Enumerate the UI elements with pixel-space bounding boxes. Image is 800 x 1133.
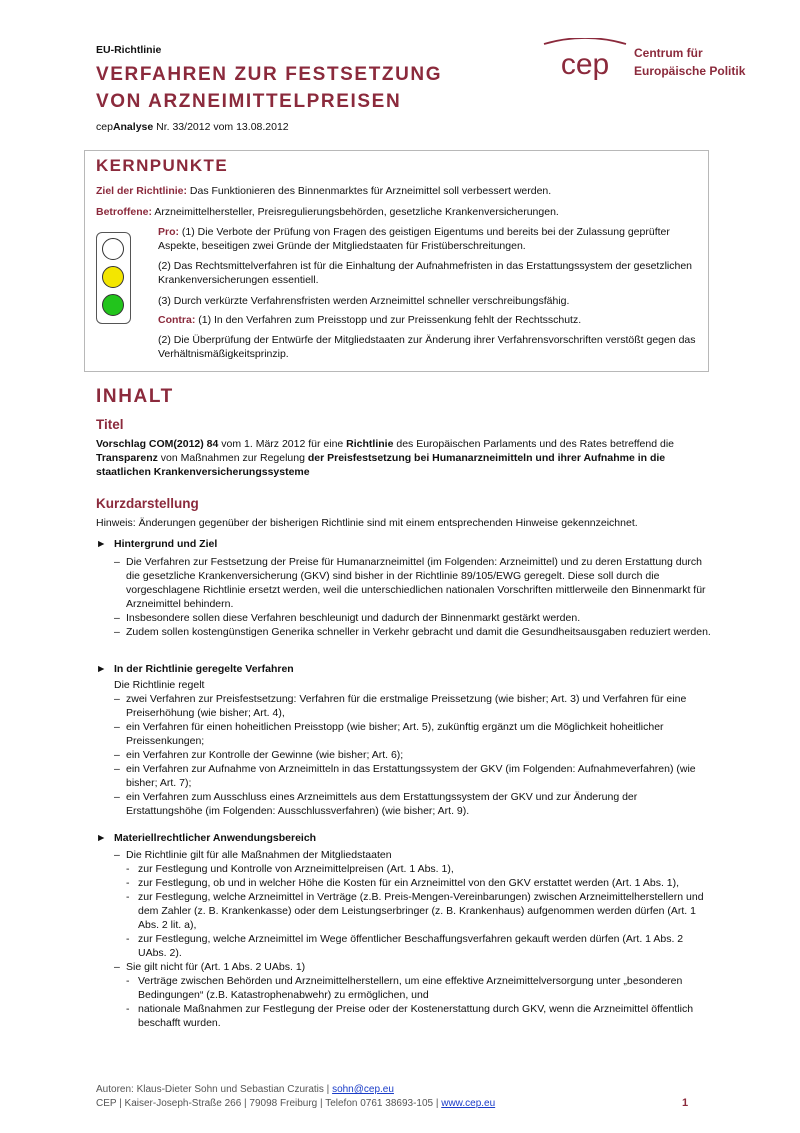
kurzdarstellung-heading: Kurzdarstellung <box>96 496 199 511</box>
section-verfahren-list <box>114 692 711 818</box>
analysis-reference: cepAnalyse Nr. 33/2012 vom 13.08.2012 <box>96 121 289 133</box>
email-link[interactable]: sohn@cep.eu <box>332 1084 394 1095</box>
logo-text: cep <box>560 48 610 81</box>
traffic-light-icon <box>96 232 131 324</box>
list-item: – ein Verfahren zum Ausschluss eines Arzneimittels aus dem Erstattungssystem der GKV und zur Änderung der Erstattungshöhe (im Folgenden: Ausschlussverfahren) (wie bisher; Art. 9). <box>114 791 638 817</box>
list-item: - nationale Maßnahmen zur Festlegung der Preise oder der Kostenerstattung durch GKV, wenn die Arzneimittel öffentlich beschafft wurden. <box>126 1003 694 1029</box>
list-item: – Zudem sollen kostengünstigen Generika schneller in Verkehr gebracht und damit die Gesundheitsausgaben reduziert werden. <box>114 626 711 638</box>
footer: Autoren: Klaus-Dieter Sohn und Sebastian Czuratis | sohn@cep.eu CEP | Kaiser-Joseph-Straße 266 | 79098 Freiburg | Telefon 0761 38693-105 | www.cep.eu <box>96 1084 496 1109</box>
section-hintergrund-list <box>114 555 711 639</box>
titel-heading: Titel <box>96 417 124 432</box>
list-item: – Sie gilt nicht für (Art. 1 Abs. 2 UAbs. 1) <box>114 961 306 973</box>
traffic-light-yellow <box>102 266 124 288</box>
kp-pro-1: Pro: (1) Die Verbote der Prüfung von Fragen des geistigen Eigentums und bereits bei der Zulassung geprüfter Aspekte, beseitigen zwei Gründe der Mitgliedstaaten für Fristüberschreitungen. <box>158 226 670 252</box>
list-item: – Die Verfahren zur Festsetzung der Preise für Humanarzneimittel (im Folgenden: Arzneimittel) und zu deren Erstattung durch die gesetzliche Krankenversicherung (GKV) sind bisher in der Richtlinie 89/105/EWG geregelt. Diese soll durch die vorgeschlagene Richtlinie ersetzt werden, weil die unterschiedlichen nationalen Vorschriften mittlerweile den Binnenmarkt für Arzneimittel behindern. <box>114 556 706 610</box>
section-anwendung-title: ► Materiellrechtlicher Anwendungsbereich <box>96 832 317 844</box>
kp-ziel: Ziel der Richtlinie: Das Funktionieren des Binnenmarktes für Arzneimittel soll verbessert werden. <box>96 185 552 197</box>
list-item: – ein Verfahren zur Kontrolle der Gewinne (wie bisher; Art. 6); <box>114 749 404 761</box>
list-item: – Insbesondere sollen diese Verfahren beschleunigt und dadurch der Binnenmarkt gestärkt werden. <box>114 612 581 624</box>
organization-name: Centrum für Europäische Politik <box>634 46 746 78</box>
section-hintergrund-title: ► Hintergrund und Ziel <box>96 538 218 550</box>
list-item: – Die Richtlinie gilt für alle Maßnahmen der Mitgliedstaaten <box>114 849 392 861</box>
section-verfahren-title: ► In der Richtlinie geregelte Verfahren <box>96 663 294 675</box>
page-number: 1 <box>682 1097 689 1109</box>
website-link[interactable]: www.cep.eu <box>441 1098 496 1109</box>
document-category: EU-Richtlinie <box>96 44 162 56</box>
inhalt-heading: INHALT <box>96 386 174 407</box>
document-title-line2: VON ARZNEIMITTELPREISEN <box>96 91 402 112</box>
section-anwendung-list <box>114 848 711 1030</box>
kp-pro-2: (2) Das Rechtsmittelverfahren ist für die Einhaltung der Aufnahmefristen in das Erstattungssystem der gesetzlichen Krankenversicherungen essentiell. <box>158 260 693 286</box>
list-item: – ein Verfahren zur Aufnahme von Arzneimitteln in das Erstattungssystem der GKV (im Folgenden: Aufnahmeverfahren) (wie bisher; Art. 7); <box>114 763 696 789</box>
hinweis-text: Hinweis: Änderungen gegenüber der bisherigen Richtlinie sind mit einem entsprechenden Hinweise gekennzeichnet. <box>96 517 638 529</box>
list-item: - zur Festlegung, ob und in welcher Höhe die Kosten für ein Arzneimittel von den GKV erstattet werden (Art. 1 Abs. 1), <box>126 877 680 889</box>
list-item: – zwei Verfahren zur Preisfestsetzung: Verfahren für die erstmalige Preissetzung (wie bisher; Art. 3) und Verfahren für eine Preiserhöhung (wie bisher; Art. 4), <box>114 693 687 719</box>
list-item: - zur Festlegung, welche Arzneimittel im Wege öffentlicher Beschaffungsverfahren gekauft werden dürfen (Art. 1 Abs. 2 UAbs. 2). <box>126 933 684 959</box>
kp-contra-1: Contra: (1) In den Verfahren zum Preisstopp und zur Preissenkung fehlt der Rechtsschutz. <box>158 314 582 326</box>
traffic-light-white <box>102 238 124 260</box>
section-verfahren-intro: Die Richtlinie regelt <box>114 679 205 691</box>
traffic-light-green <box>102 294 124 316</box>
kp-pro-3: (3) Durch verkürzte Verfahrensfristen werden Arzneimittel schneller verschreibungsfähig. <box>158 295 570 307</box>
kp-contra-2: (2) Die Überprüfung der Entwürfe der Mitgliedstaaten zur Änderung ihrer Verfahrensvorschriften verstößt gegen das Verhältnismäßigkeitsprinzip. <box>158 334 696 360</box>
list-item: - zur Festlegung, welche Arzneimittel in Verträge (z.B. Preis-Mengen-Vereinbarungen) zwischen Arzneimittelherstellern und dem Zahler (z. B. Krankenkasse) oder dem Leistungserbringer (z. B. Krankenhaus) aufgenommen werden dürfen (Art. 1 Abs. 2 lit. a), <box>126 891 704 931</box>
kp-betroffene: Betroffene: Arzneimittelhersteller, Preisregulierungsbehörden, gesetzliche Krankenversicherungen. <box>96 206 559 218</box>
kernpunkte-heading: KERNPUNKTE <box>96 156 229 175</box>
list-item: – ein Verfahren für einen hoheitlichen Preisstopp (wie bisher; Art. 5), zukünftig ergänzt um die Möglichkeit hoheitlicher Preissenkungen; <box>114 721 664 747</box>
list-item: - zur Festlegung und Kontrolle von Arzneimittelpreisen (Art. 1 Abs. 1), <box>126 863 454 875</box>
titel-paragraph: Vorschlag COM(2012) 84 vom 1. März 2012 für eine Richtlinie des Europäischen Parlaments und des Rates betreffend die Transparenz von Maßnahmen zur Regelung der Preisfestsetzung bei Humanarzneimitteln und ihrer Aufnahme in die staatlichen Krankenversicherungssysteme <box>96 438 675 478</box>
document-title-line1: VERFAHREN ZUR FESTSETZUNG <box>96 64 443 85</box>
list-item: - Verträge zwischen Behörden und Arzneimittelherstellern, um eine effektive Arzneimittelversorgung unter „besonderen Bedingungen“ (z.B. Katastrophenabwehr) zu ermöglichen, und <box>126 975 683 1001</box>
cep-logo-icon <box>540 38 630 88</box>
